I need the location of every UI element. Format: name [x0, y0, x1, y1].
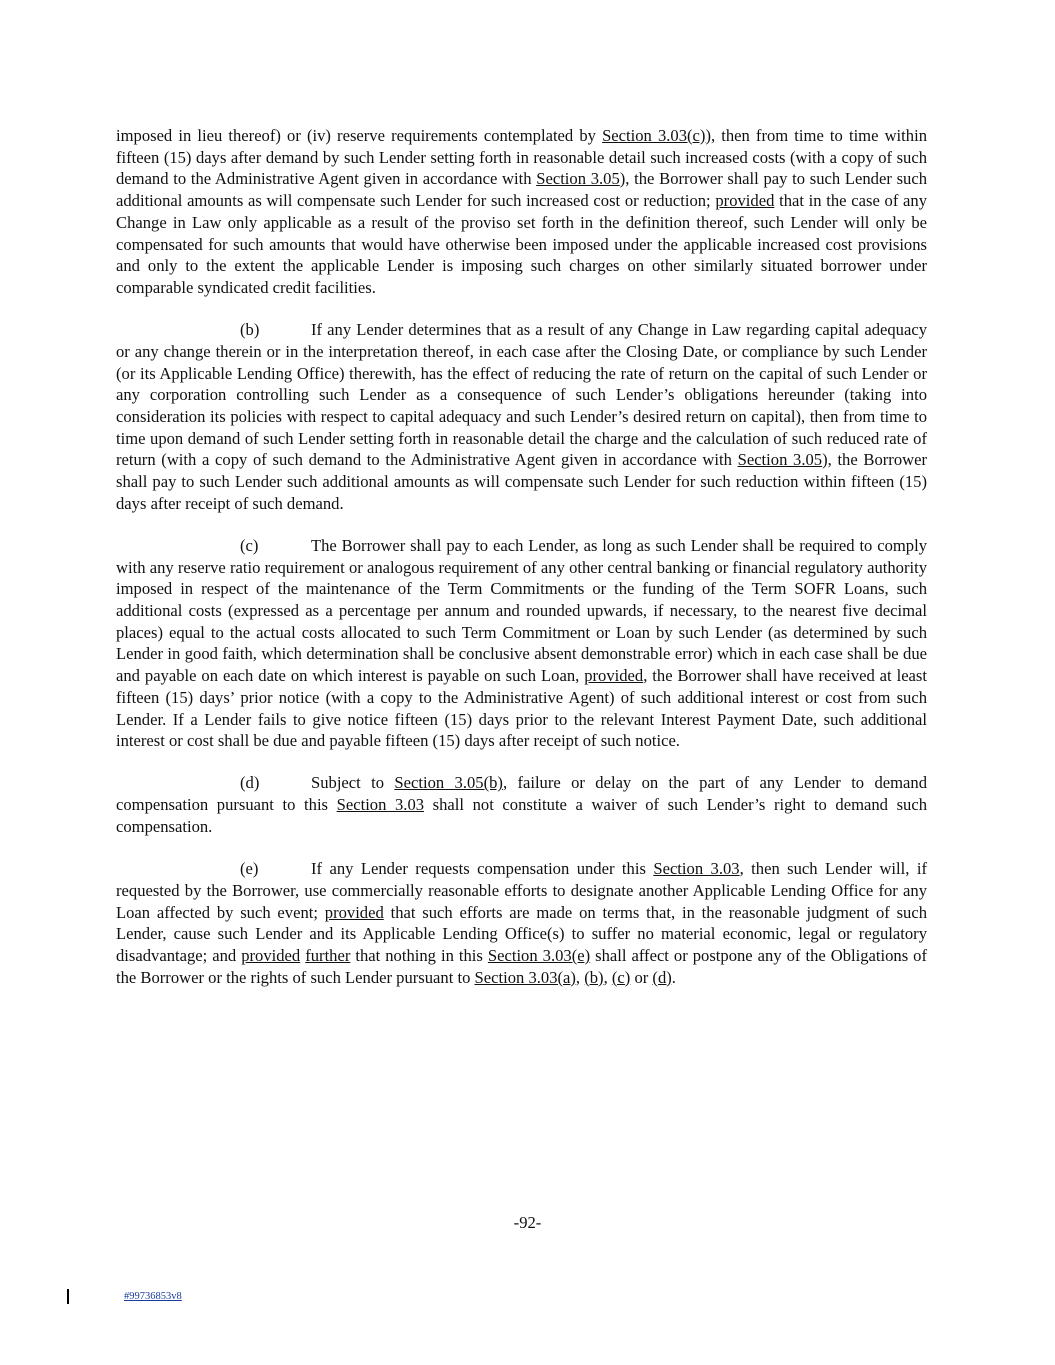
cross-reference: Section 3.05	[737, 450, 823, 470]
cross-reference: Section 3.03	[336, 795, 425, 815]
document-body	[116, 125, 927, 1009]
defined-term: provided	[715, 191, 775, 211]
cross-reference: Section 3.05	[536, 169, 620, 189]
cross-reference: Section 3.03	[653, 859, 740, 879]
paragraph-b: (b) If any Lender determines that as a result of any Change in Law regarding capital adequacy or any change therein or in the interpretation thereof, in each case after the Closing Date, or compliance by such Lender (or its Applicable Lending Office) therewith, has the effect of reducing the rate of return on the capital of such Lender or any corporation controlling such Lender as a consequence of such Lender’s obligations hereunder (taking into consideration its policies with respect to capital adequacy and such Lender’s desired return on capital), then from time to time upon demand of such Lender setting forth in reasonable detail the charge and the calculation of such reduced rate of return (with a copy of such demand to the Administrative Agent given in accordance with Section 3.05), the Borrower shall pay to such Lender such additional amounts as will compensate such Lender for such reduction within fifteen (15) days after receipt of such demand.	[116, 320, 927, 513]
cross-reference: (d)	[652, 967, 672, 987]
cross-reference: Section 3.03(a)	[474, 967, 576, 987]
cross-reference: Section 3.05(b)	[394, 773, 503, 793]
paragraph-e: (e) If any Lender requests compensation under this Section 3.03, then such Lender will, if requested by the Borrower, use commercially reasonable efforts to designate another Applicable Lending Office for any Loan affected by such event; provided that such efforts are made on terms that, in the reasonable judgment of such Lender, cause such Lender and its Applicable Lending Office(s) to suffer no material economic, legal or regulatory disadvantage; and provided further that nothing in this Section 3.03(e) shall affect or postpone any of the Obligations of the Borrower or the rights of such Lender pursuant to Section 3.03(a), (b), (c) or (d).	[116, 859, 928, 987]
revision-change-bar	[67, 1289, 69, 1304]
cross-reference: (b)	[584, 967, 604, 987]
paragraph-d: (d) Subject to Section 3.05(b), failure or delay on the part of any Lender to demand compensation pursuant to this Section 3.03 shall not constitute a waiver of such Lender’s right to demand such compensation.	[116, 773, 927, 836]
cross-reference: Section 3.03(e)	[487, 945, 591, 965]
paragraph-label: (b)	[240, 320, 260, 340]
defined-term: provided	[241, 945, 301, 965]
defined-term: provided	[584, 666, 644, 686]
paragraph-label: (c)	[240, 535, 259, 555]
defined-term: provided	[324, 902, 384, 922]
page-number: -92-	[513, 1213, 542, 1232]
defined-term: further	[305, 945, 351, 965]
document-id-link[interactable]: #99736853v8	[124, 1291, 182, 1302]
paragraph-label: (e)	[240, 859, 259, 879]
paragraph-c: (c) The Borrower shall pay to each Lender, as long as such Lender shall be required to comply with any reserve ratio requirement or analogous requirement of any other central banking or financial regulatory authority imposed in respect of the maintenance of the Term Commitments or the funding of the Term SOFR Loans, such additional costs (expressed as a percentage per annum and rounded upwards, if necessary, to the nearest five decimal places) equal to the actual costs allocated to such Term Commitment or Loan by such Lender (as determined by such Lender in good faith, which determination shall be conclusive absent demonstrable error) which in each case shall be due and payable on each date on which interest is payable on such Loan, provided, the Borrower shall have received at least fifteen (15) days’ prior notice (with a copy to the Administrative Agent) of such additional interest or cost from such Lender. If a Lender fails to give notice fifteen (15) days prior to the relevant Interest Payment Date, such additional interest or cost shall be due and payable fifteen (15) days after receipt of such notice.	[116, 535, 927, 751]
cross-reference: Section 3.03(c)	[602, 126, 706, 145]
paragraph-a-continuation: imposed in lieu thereof) or (iv) reserve requirements contemplated by Section 3.03(c)), then from time to time within fifteen (15) days after demand by such Lender setting forth in reasonable detail such increased costs (with a copy of such demand to the Administrative Agent given in accordance with Section 3.05), the Borrower shall pay to such Lender such additional amounts as will compensate such Lender for such increased cost or reduction; provided that in the case of any Change in Law only applicable as a result of the proviso set forth in the definition thereof, such Lender will only be compensated for such amounts that would have otherwise been imposed under the applicable increased cost provisions and only to the extent the applicable Lender is imposing such charges on other similarly situated borrower under comparable syndicated credit facilities.	[116, 126, 928, 297]
cross-reference: (c)	[611, 967, 631, 987]
paragraph-label: (d)	[240, 773, 260, 793]
